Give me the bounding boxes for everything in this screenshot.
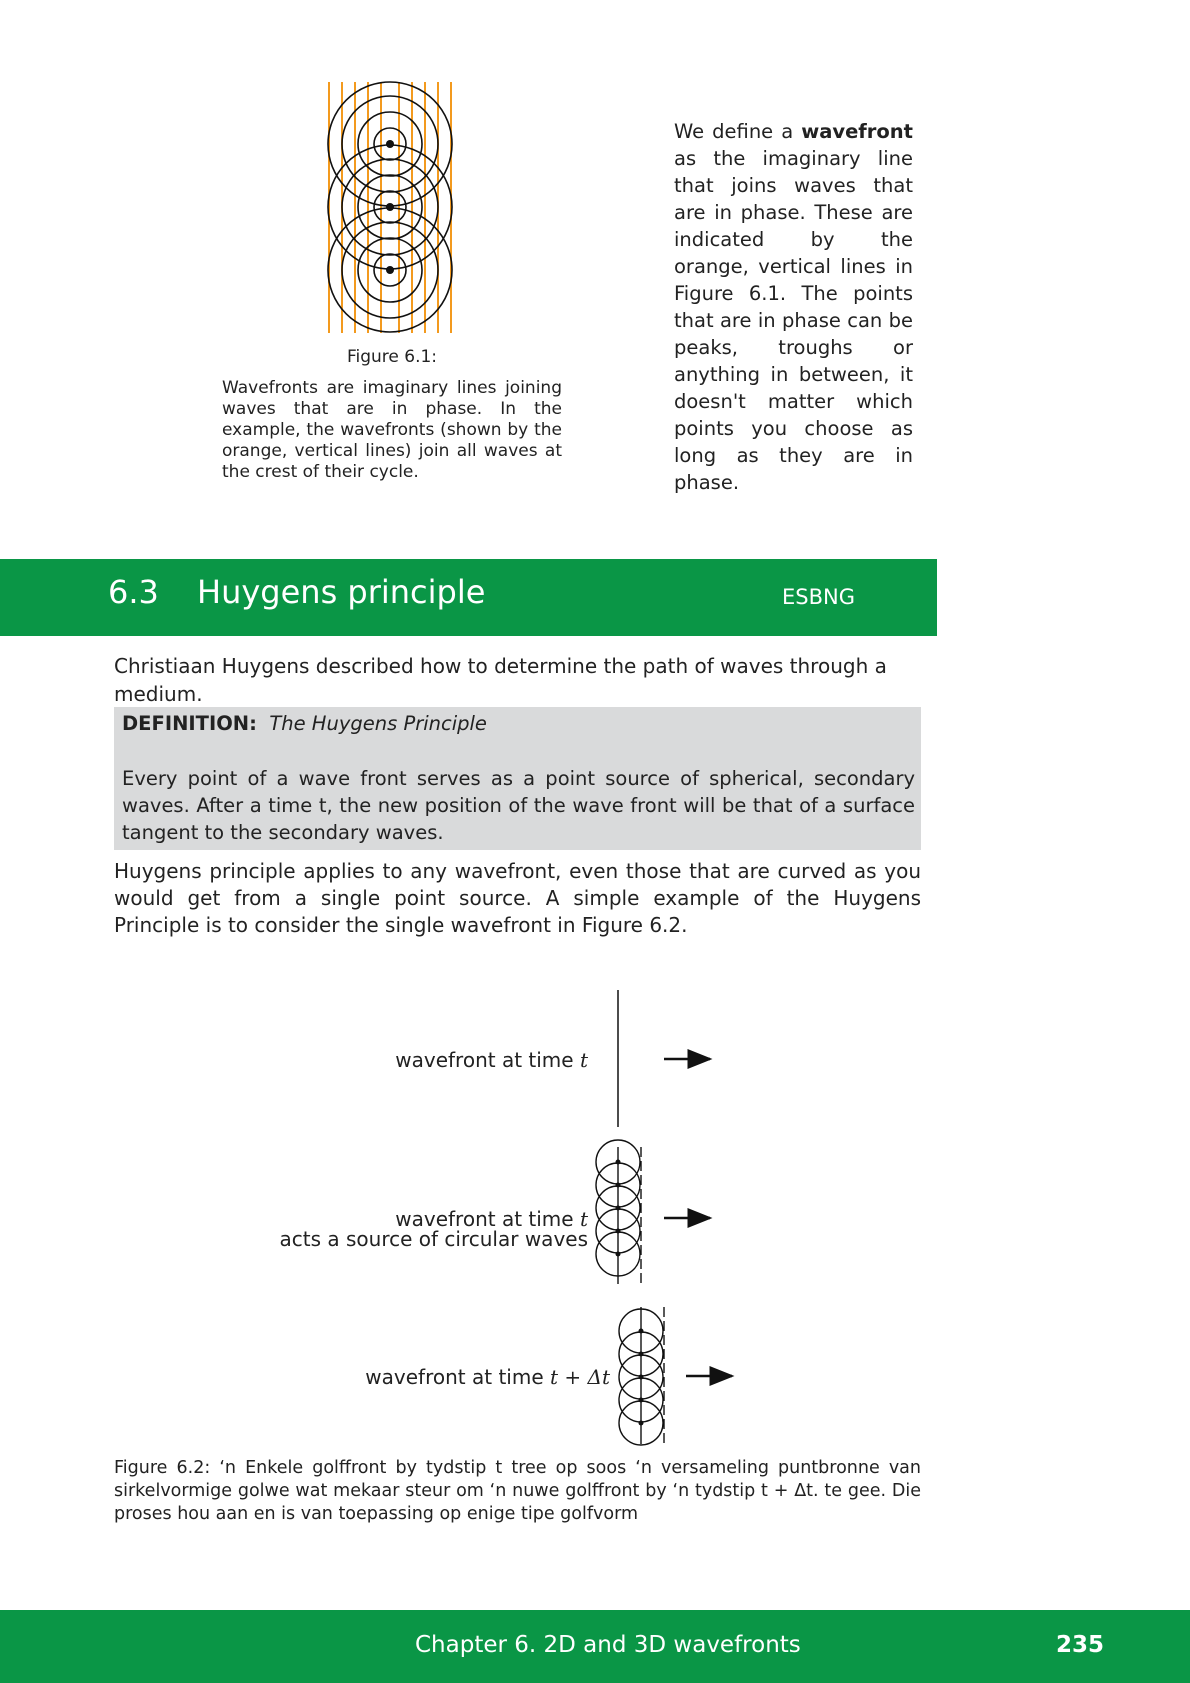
panel-wavefront-at-time-t-plus-dt: [365, 1307, 732, 1445]
figure-6-1-diagram: [320, 80, 460, 335]
svg-text:acts a source of circular wave: acts a source of circular waves: [279, 1227, 588, 1251]
panel-wavefront-at-time-t: [395, 990, 710, 1127]
svg-text:wavefront at time t: wavefront at time t: [395, 1048, 588, 1072]
page-footer: [0, 1610, 1190, 1683]
intro-paragraph: Christiaan Huygens described how to determine the path of waves through a medium.: [114, 654, 887, 706]
huygens-paragraph: Huygens principle applies to any wavefront, even those that are curved as you would get from a single point source. A simple example of the Huygens Principle is to consider the single wavefront in Figure 6.2.: [114, 859, 921, 937]
definition-body: Every point of a wave front serves as a point source of spherical, secondary waves. After a time t, the new position of the wave front will be that of a surface tangent to the secondary waves.: [122, 767, 915, 844]
chapter-title: Chapter 6. 2D and 3D wavefronts: [415, 1632, 801, 1658]
svg-text:wavefront at time t: wavefront at time t: [395, 1207, 588, 1231]
wavefront-term: wavefront: [801, 120, 913, 143]
section-title: Huygens principle: [197, 573, 486, 611]
svg-text:wavefront at time t + Δt: wavefront at time t + Δt: [365, 1365, 610, 1389]
definition-heading: DEFINITION: The Huygens Principle: [122, 712, 487, 735]
wavefront-definition-text: We define a wavefront as the imaginary line that joins waves that are in phase. These are indicated by the orange, vertical lines in Figure 6.1. The points that are in phase can be peaks, troughs or anything in between, it doesn't matter which points you choose as long as they are in phase.: [674, 120, 913, 494]
panel-source-of-circular-waves: [280, 1140, 710, 1284]
page-number: 235: [1056, 1632, 1105, 1658]
figure-6-2-caption: Figure 6.2: ‘n Enkele golffront by tydstip t tree op soos ‘n versameling puntbronne van sirkelvormige golwe wat mekaar steur om ‘n nuwe golffront by ‘n tydstip t + Δt. te gee. Die proses hou aan en is van toepassing op enige tipe golfvorm: [114, 1458, 921, 1524]
figure-6-2-diagram: [270, 985, 750, 1450]
figure-6-1-label: Figure 6.1:: [346, 347, 438, 367]
section-code: ESBNG: [782, 585, 855, 609]
definition-box: [114, 707, 921, 850]
figure-6-1-caption: Wavefronts are imaginary lines joining waves that are in phase. In the example, the wavefronts (shown by the orange, vertical lines) join all waves at the crest of their cycle.: [222, 378, 562, 482]
section-heading-bar: [0, 559, 937, 636]
section-number: 6.3: [108, 573, 159, 611]
